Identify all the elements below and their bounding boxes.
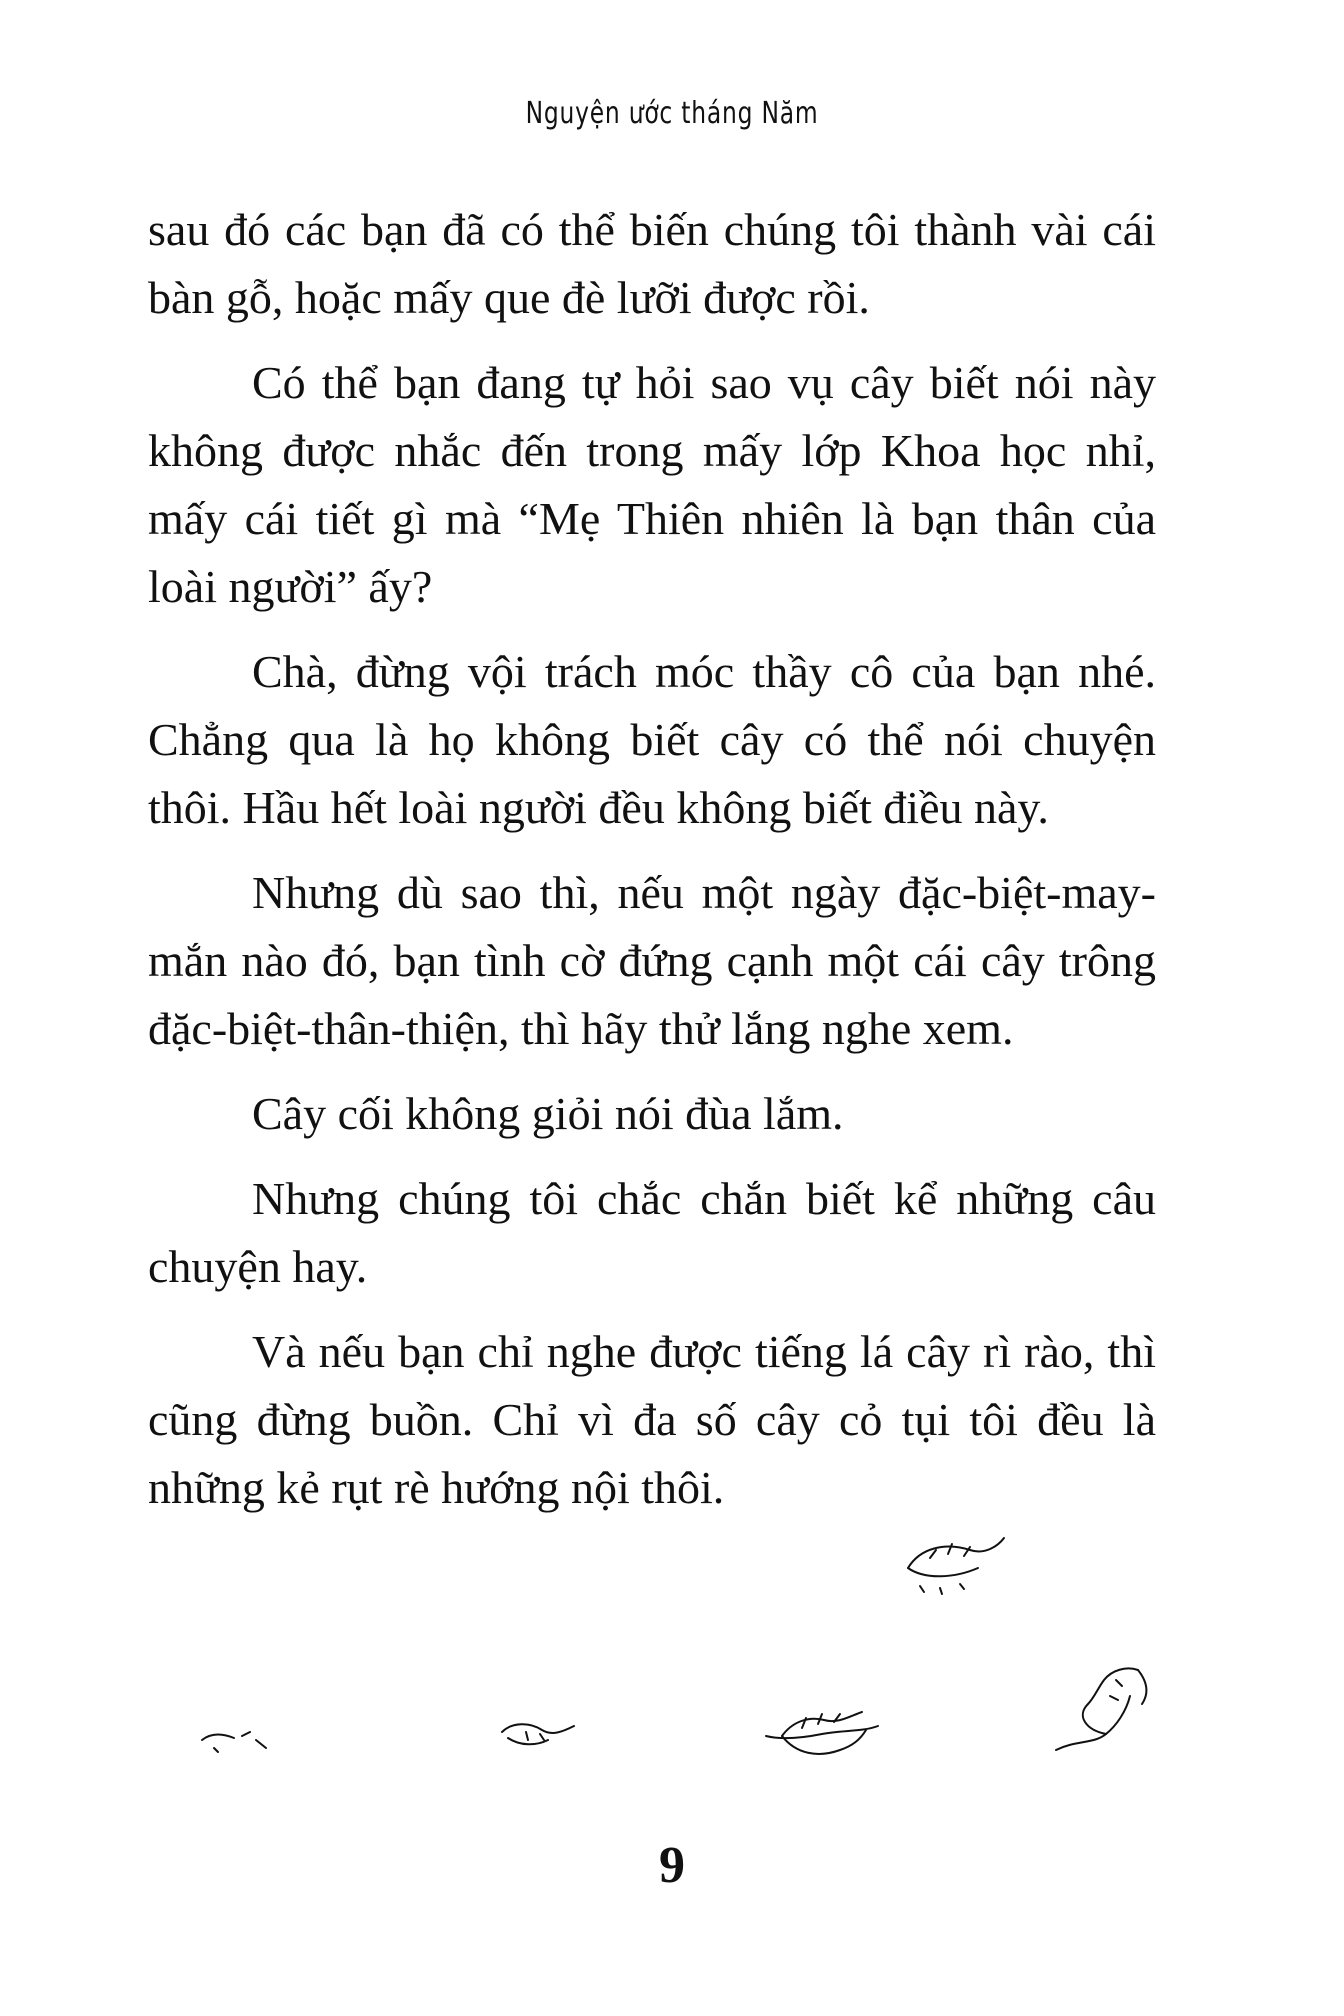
leaf-icon	[762, 1700, 882, 1770]
paragraph-4: Nhưng dù sao thì, nếu một ngày đặc-biệt-may-mắn nào đó, bạn tình cờ đứng cạnh một cái cây trông đặc-biệt-thân-thiện, thì hãy thử lắng nghe xem.	[148, 867, 1156, 1054]
paragraph-1: sau đó các bạn đã có thể biến chúng tôi thành vài cái bàn gỗ, hoặc mấy que đè lưỡi được rồi.	[148, 204, 1156, 323]
page-number: 9	[659, 1837, 685, 1894]
paragraph-2: Có thể bạn đang tự hỏi sao vụ cây biết nói này không được nhắc đến trong mấy lớp Khoa học nhỉ, mấy cái tiết gì mà “Mẹ Thiên nhiên là bạn thân của loài người” ấy?	[148, 357, 1156, 612]
leaf-icon	[198, 1720, 278, 1760]
page-body	[148, 196, 1156, 1539]
leaf-icon	[1046, 1640, 1156, 1760]
paragraph-5: Cây cối không giỏi nói đùa lắm.	[252, 1088, 844, 1139]
leaf-icon	[900, 1528, 1010, 1598]
paragraph-3: Chà, đừng vội trách móc thầy cô của bạn nhé. Chẳng qua là họ không biết cây có thể nói chuyện thôi. Hầu hết loài người đều không biết điều này.	[148, 646, 1156, 833]
paragraph-6: Nhưng chúng tôi chắc chắn biết kể những câu chuyện hay.	[148, 1173, 1156, 1292]
running-header: Nguyện ước tháng Năm	[525, 96, 819, 131]
paragraph-7: Và nếu bạn chỉ nghe được tiếng lá cây rì rào, thì cũng đừng buồn. Chỉ vì đa số cây cỏ tụi tôi đều là những kẻ rụt rè hướng nội thôi.	[148, 1326, 1156, 1513]
leaf-icon	[496, 1712, 586, 1757]
